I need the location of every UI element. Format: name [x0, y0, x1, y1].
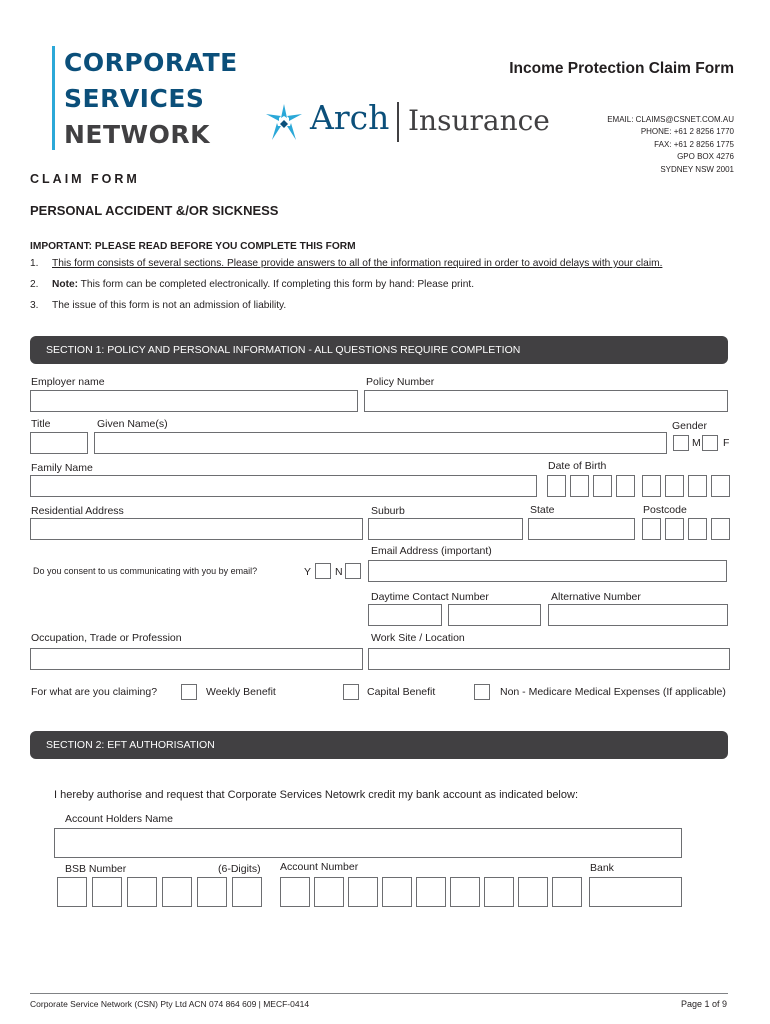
given-name-input[interactable]: [94, 432, 667, 454]
suburb-input[interactable]: [368, 518, 523, 540]
logo-divider: [52, 46, 55, 150]
daytime-area-input[interactable]: [368, 604, 442, 626]
footer-page-number: Page 1 of 9: [680, 999, 727, 1009]
bank-input[interactable]: [589, 877, 682, 907]
form-subtitle: PERSONAL ACCIDENT &/OR SICKNESS: [30, 203, 279, 218]
contact-email: EMAIL: CLAIMS@CSNET.COM.AU: [607, 115, 734, 124]
contact-box: GPO BOX 4276: [677, 152, 734, 162]
account-digit-box[interactable]: [280, 877, 310, 907]
dob-digit-box[interactable]: [616, 475, 635, 497]
address-input[interactable]: [30, 518, 363, 540]
dob-label: Date of Birth: [548, 460, 607, 472]
state-label: State: [530, 504, 555, 516]
suburb-label: Suburb: [371, 505, 405, 517]
postcode-digit-box[interactable]: [711, 518, 730, 540]
account-holders-input[interactable]: [54, 828, 682, 858]
account-digit-box[interactable]: [382, 877, 412, 907]
footer-company: Corporate Service Network (CSN) Pty Ltd ACN 074 864 609 | MECF-0414: [30, 999, 310, 1009]
gender-f-label: F: [723, 437, 730, 449]
logo-line-2: SERVICES: [64, 84, 205, 113]
postcode-digit-box[interactable]: [688, 518, 707, 540]
medical-expenses-label: Non - Medicare Medical Expenses (If applicable): [500, 686, 726, 698]
worksite-input[interactable]: [368, 648, 730, 670]
note-number: 2.: [30, 279, 39, 290]
logo-line-3: NETWORK: [64, 120, 211, 149]
section-2-title: SECTION 2: EFT AUTHORISATION: [46, 739, 215, 751]
section-1-title: SECTION 1: POLICY AND PERSONAL INFORMATION - ALL QUESTIONS REQUIRE COMPLETION: [46, 344, 521, 356]
bsb-digits-label: (6-Digits): [218, 863, 261, 875]
contact-block: [607, 114, 734, 176]
email-label: Email Address (important): [371, 545, 492, 557]
consent-no-checkbox[interactable]: [345, 563, 361, 579]
note-text: This form consists of several sections. Please provide answers to all of the information required in order to avoid delays with your claim.: [52, 258, 663, 269]
consent-n-label: N: [335, 566, 343, 578]
bsb-digit-box[interactable]: [232, 877, 262, 907]
insurance-wordmark: Insurance: [408, 104, 550, 137]
note-text: The issue of this form is not an admission of liability.: [52, 300, 287, 311]
note-3: [30, 300, 286, 311]
daytime-number-input[interactable]: [448, 604, 541, 626]
title-label: Title: [31, 418, 51, 430]
dob-digit-box[interactable]: [665, 475, 684, 497]
contact-fax: FAX: +61 2 8256 1775: [654, 139, 734, 149]
employer-input[interactable]: [30, 390, 358, 412]
account-digit-box[interactable]: [314, 877, 344, 907]
family-name-input[interactable]: [30, 475, 537, 497]
claim-form-heading: CLAIM FORM: [30, 172, 140, 186]
arch-wordmark: Arch: [310, 98, 390, 137]
policy-input[interactable]: [364, 390, 728, 412]
note-1: [30, 258, 662, 269]
form-title: Income Protection Claim Form: [509, 60, 734, 77]
address-label: Residential Address: [31, 505, 124, 517]
arch-star-icon: [262, 102, 306, 144]
important-heading: IMPORTANT: PLEASE READ BEFORE YOU COMPLETE THIS FORM: [30, 241, 356, 252]
consent-label: Do you consent to us communicating with you by email?: [33, 566, 258, 576]
consent-yes-checkbox[interactable]: [315, 563, 331, 579]
note-number: 3.: [30, 300, 39, 311]
section-1-header: [30, 336, 728, 364]
policy-label: Policy Number: [366, 376, 435, 388]
bank-label: Bank: [590, 862, 614, 874]
account-digit-box[interactable]: [484, 877, 514, 907]
dob-digit-box[interactable]: [593, 475, 612, 497]
employer-label: Employer name: [31, 376, 105, 388]
capital-benefit-checkbox[interactable]: [343, 684, 359, 700]
logo-separator: [397, 102, 399, 142]
family-name-label: Family Name: [31, 462, 93, 474]
claiming-label: For what are you claiming?: [31, 686, 158, 698]
authorise-text: I hereby authorise and request that Corporate Services Netowrk credit my bank account as indicated below:: [54, 789, 578, 801]
alt-number-label: Alternative Number: [551, 591, 641, 603]
capital-benefit-label: Capital Benefit: [367, 686, 436, 698]
bsb-digit-box[interactable]: [197, 877, 227, 907]
bsb-digit-box[interactable]: [92, 877, 122, 907]
note-bold: Note:: [52, 279, 79, 290]
occupation-label: Occupation, Trade or Profession: [31, 632, 182, 644]
section-2-header: [30, 731, 728, 759]
weekly-benefit-checkbox[interactable]: [181, 684, 197, 700]
note-text: This form can be completed electronically. If completing this form by hand: Please print.: [78, 279, 475, 290]
arch-insurance-logo: [262, 100, 552, 146]
email-input[interactable]: [368, 560, 727, 582]
state-input[interactable]: [528, 518, 635, 540]
gender-checkbox-m-left[interactable]: [673, 435, 689, 451]
account-digit-box[interactable]: [416, 877, 446, 907]
medical-expenses-checkbox[interactable]: [474, 684, 490, 700]
note-2: [30, 279, 474, 290]
alt-number-input[interactable]: [548, 604, 728, 626]
postcode-label: Postcode: [643, 504, 687, 516]
account-digit-box[interactable]: [348, 877, 378, 907]
postcode-digit-box[interactable]: [642, 518, 661, 540]
account-holders-label: Account Holders Name: [65, 813, 173, 825]
csn-logo: [52, 46, 252, 152]
gender-checkbox-m[interactable]: [702, 435, 718, 451]
contact-phone: PHONE: +61 2 8256 1770: [640, 127, 734, 137]
account-digit-box[interactable]: [552, 877, 582, 907]
dob-digit-box[interactable]: [570, 475, 589, 497]
dob-digit-box[interactable]: [688, 475, 707, 497]
weekly-benefit-label: Weekly Benefit: [206, 686, 276, 698]
bsb-digit-box[interactable]: [57, 877, 87, 907]
dob-digit-box[interactable]: [642, 475, 661, 497]
contact-city: SYDNEY NSW 2001: [660, 164, 734, 174]
postcode-digit-box[interactable]: [665, 518, 684, 540]
account-digit-box[interactable]: [518, 877, 548, 907]
daytime-label: Daytime Contact Number: [371, 591, 489, 603]
account-number-label: Account Number: [280, 861, 359, 873]
gender-m-label: M: [692, 437, 701, 449]
given-name-label: Given Name(s): [97, 418, 168, 430]
bsb-digit-box[interactable]: [127, 877, 157, 907]
logo-line-1: CORPORATE: [64, 48, 238, 77]
dob-digit-box[interactable]: [711, 475, 730, 497]
consent-y-label: Y: [304, 566, 312, 578]
bsb-label: BSB Number: [65, 863, 127, 875]
occupation-input[interactable]: [30, 648, 363, 670]
bsb-digit-box[interactable]: [162, 877, 192, 907]
footer-divider: [30, 993, 728, 994]
gender-label: Gender: [672, 420, 708, 432]
note-number: 1.: [30, 258, 39, 269]
account-digit-box[interactable]: [450, 877, 480, 907]
worksite-label: Work Site / Location: [371, 632, 465, 644]
dob-digit-box[interactable]: [547, 475, 566, 497]
title-input[interactable]: [30, 432, 88, 454]
